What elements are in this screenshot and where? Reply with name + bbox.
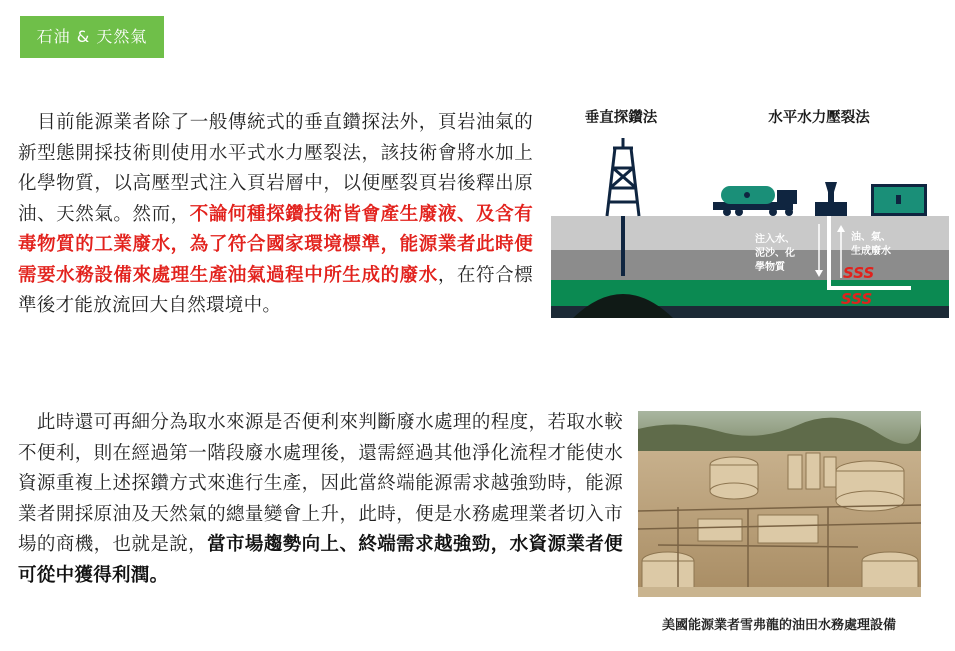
fracture-marks-lower: SSS [841,290,873,308]
injection-label-line1: 注入水、 [755,234,795,245]
vertical-drilling-label: 垂直探鑽法 [584,110,658,126]
storage-tank-icon [871,184,927,216]
intro-text: 目前能源業者除了一般傳統式的垂直鑽探法外，頁岩油氣的新型態開採技術則使用水平式水力壓裂法，該技術會將水加上化學物質，以高壓型式注入頁岩層中，以便壓裂頁岩後釋出原油、天然氣。然而， [18,112,533,225]
oil-derrick-icon [607,138,639,216]
output-label-line2: 生成廢水 [851,246,891,257]
outro-text: ，在符合標準後才能放流回大自然環境中。 [18,264,533,316]
fracture-marks-upper: SSS [843,264,875,282]
water-truck-icon [713,186,797,216]
profit-highlight: 當市場趨勢向上、終端需求越強勁，水資源業者便可從中獲得利潤。 [18,534,623,586]
market-paragraph [18,408,623,591]
wastewater-highlight: 不論何種探鑽技術皆會產生廢液、及含有毒物質的工業廢水，為了符合國家環境標準，能源業者此時便需要水務設備來處理生產油氣過程中所生成的廢水 [18,203,533,286]
intro-paragraph [18,108,533,322]
oilfield-water-treatment-photo [638,411,921,597]
horizontal-fracking-label: 水平水力壓裂法 [768,110,870,126]
output-label-line1: 油、氣、 [851,232,891,243]
vertical-well-pipe [621,216,625,276]
wellhead-pump-icon [815,182,847,216]
injection-label-line2: 泥沙、化 [755,248,795,259]
injection-label-line3: 學物質 [755,262,785,273]
photo-caption: 美國能源業者雪弗龍的油田水務處理設備 [661,618,896,633]
drilling-methods-diagram [551,102,949,318]
market-text: 此時還可再細分為取水來源是否便利來判斷廢水處理的程度，若取水較不便利，則在經過第一階段廢水處理後，還需經過其他淨化流程才能使水資源重複上述探鑽方式來進行生產，因此當終端能源需求越強勁時，能源業者開採原油及天然氣的總量變會上升，此時，便是水務處理業者切入市場的商機，也就是說， [18,412,623,555]
section-tag: 石油 & 天然氣 [20,16,164,58]
